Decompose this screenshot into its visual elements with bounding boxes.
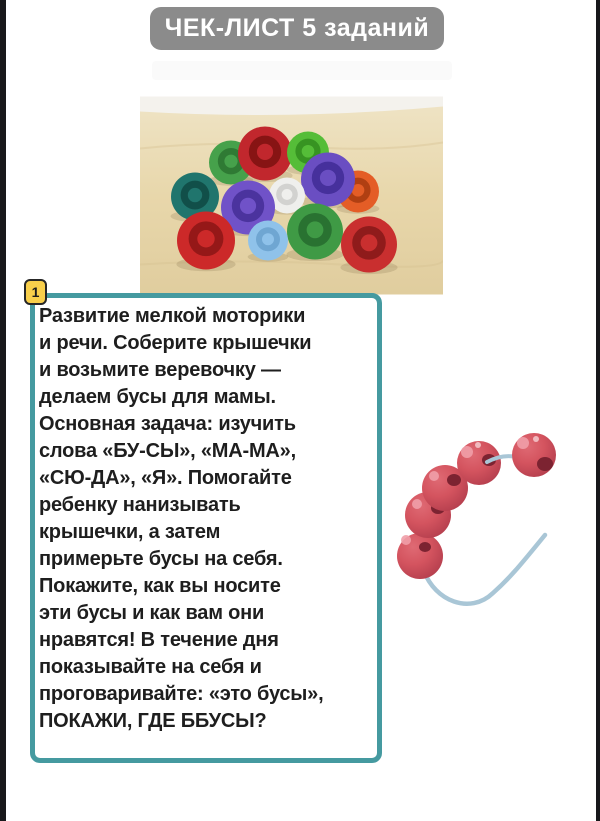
- header-badge: [150, 7, 444, 50]
- task-text-line: и речи. Соберите крышечки: [39, 332, 312, 354]
- beads-illustration: [390, 423, 570, 630]
- task-text-line: нравятся! В течение дня: [39, 629, 279, 651]
- task-text-line: и возьмите веревочку —: [39, 359, 281, 381]
- task-text-line: эти бусы и как вам они: [39, 602, 265, 624]
- task-number-badge: [24, 279, 47, 305]
- task-text: [39, 303, 373, 735]
- task-text-line: делаем бусы для мамы.: [39, 386, 276, 408]
- left-edge-bar: [0, 0, 6, 821]
- page-title: ЧЕК-ЛИСТ 5 заданий: [164, 14, 430, 42]
- task-number-label: 1: [31, 284, 40, 300]
- task-card: [30, 293, 382, 763]
- task-text-line: крышечки, а затем: [39, 521, 221, 543]
- task-text-line: ПОКАЖИ, ГДЕ ББУСЫ?: [39, 710, 267, 732]
- task-text-line: ребенку нанизывать: [39, 494, 241, 516]
- task-text-line: «СЮ-ДА», «Я». Помогайте: [39, 467, 292, 489]
- caps-photo: [140, 95, 443, 296]
- task-text-line: проговаривайте: «это бусы»,: [39, 683, 324, 705]
- task-text-line: слова «БУ-СЫ», «МА-МА»,: [39, 440, 296, 462]
- task-text-line: показывайте на себя и: [39, 656, 262, 678]
- caps-photo-image: [140, 95, 443, 296]
- task-text-line: Развитие мелкой моторики: [39, 305, 306, 327]
- task-text-line: примерьте бусы на себя.: [39, 548, 283, 570]
- right-edge-bar: [596, 0, 600, 821]
- task-text-line: Покажите, как вы носите: [39, 575, 281, 597]
- beads-image: [390, 423, 570, 630]
- faint-watermark: [152, 61, 452, 80]
- task-text-line: Основная задача: изучить: [39, 413, 296, 435]
